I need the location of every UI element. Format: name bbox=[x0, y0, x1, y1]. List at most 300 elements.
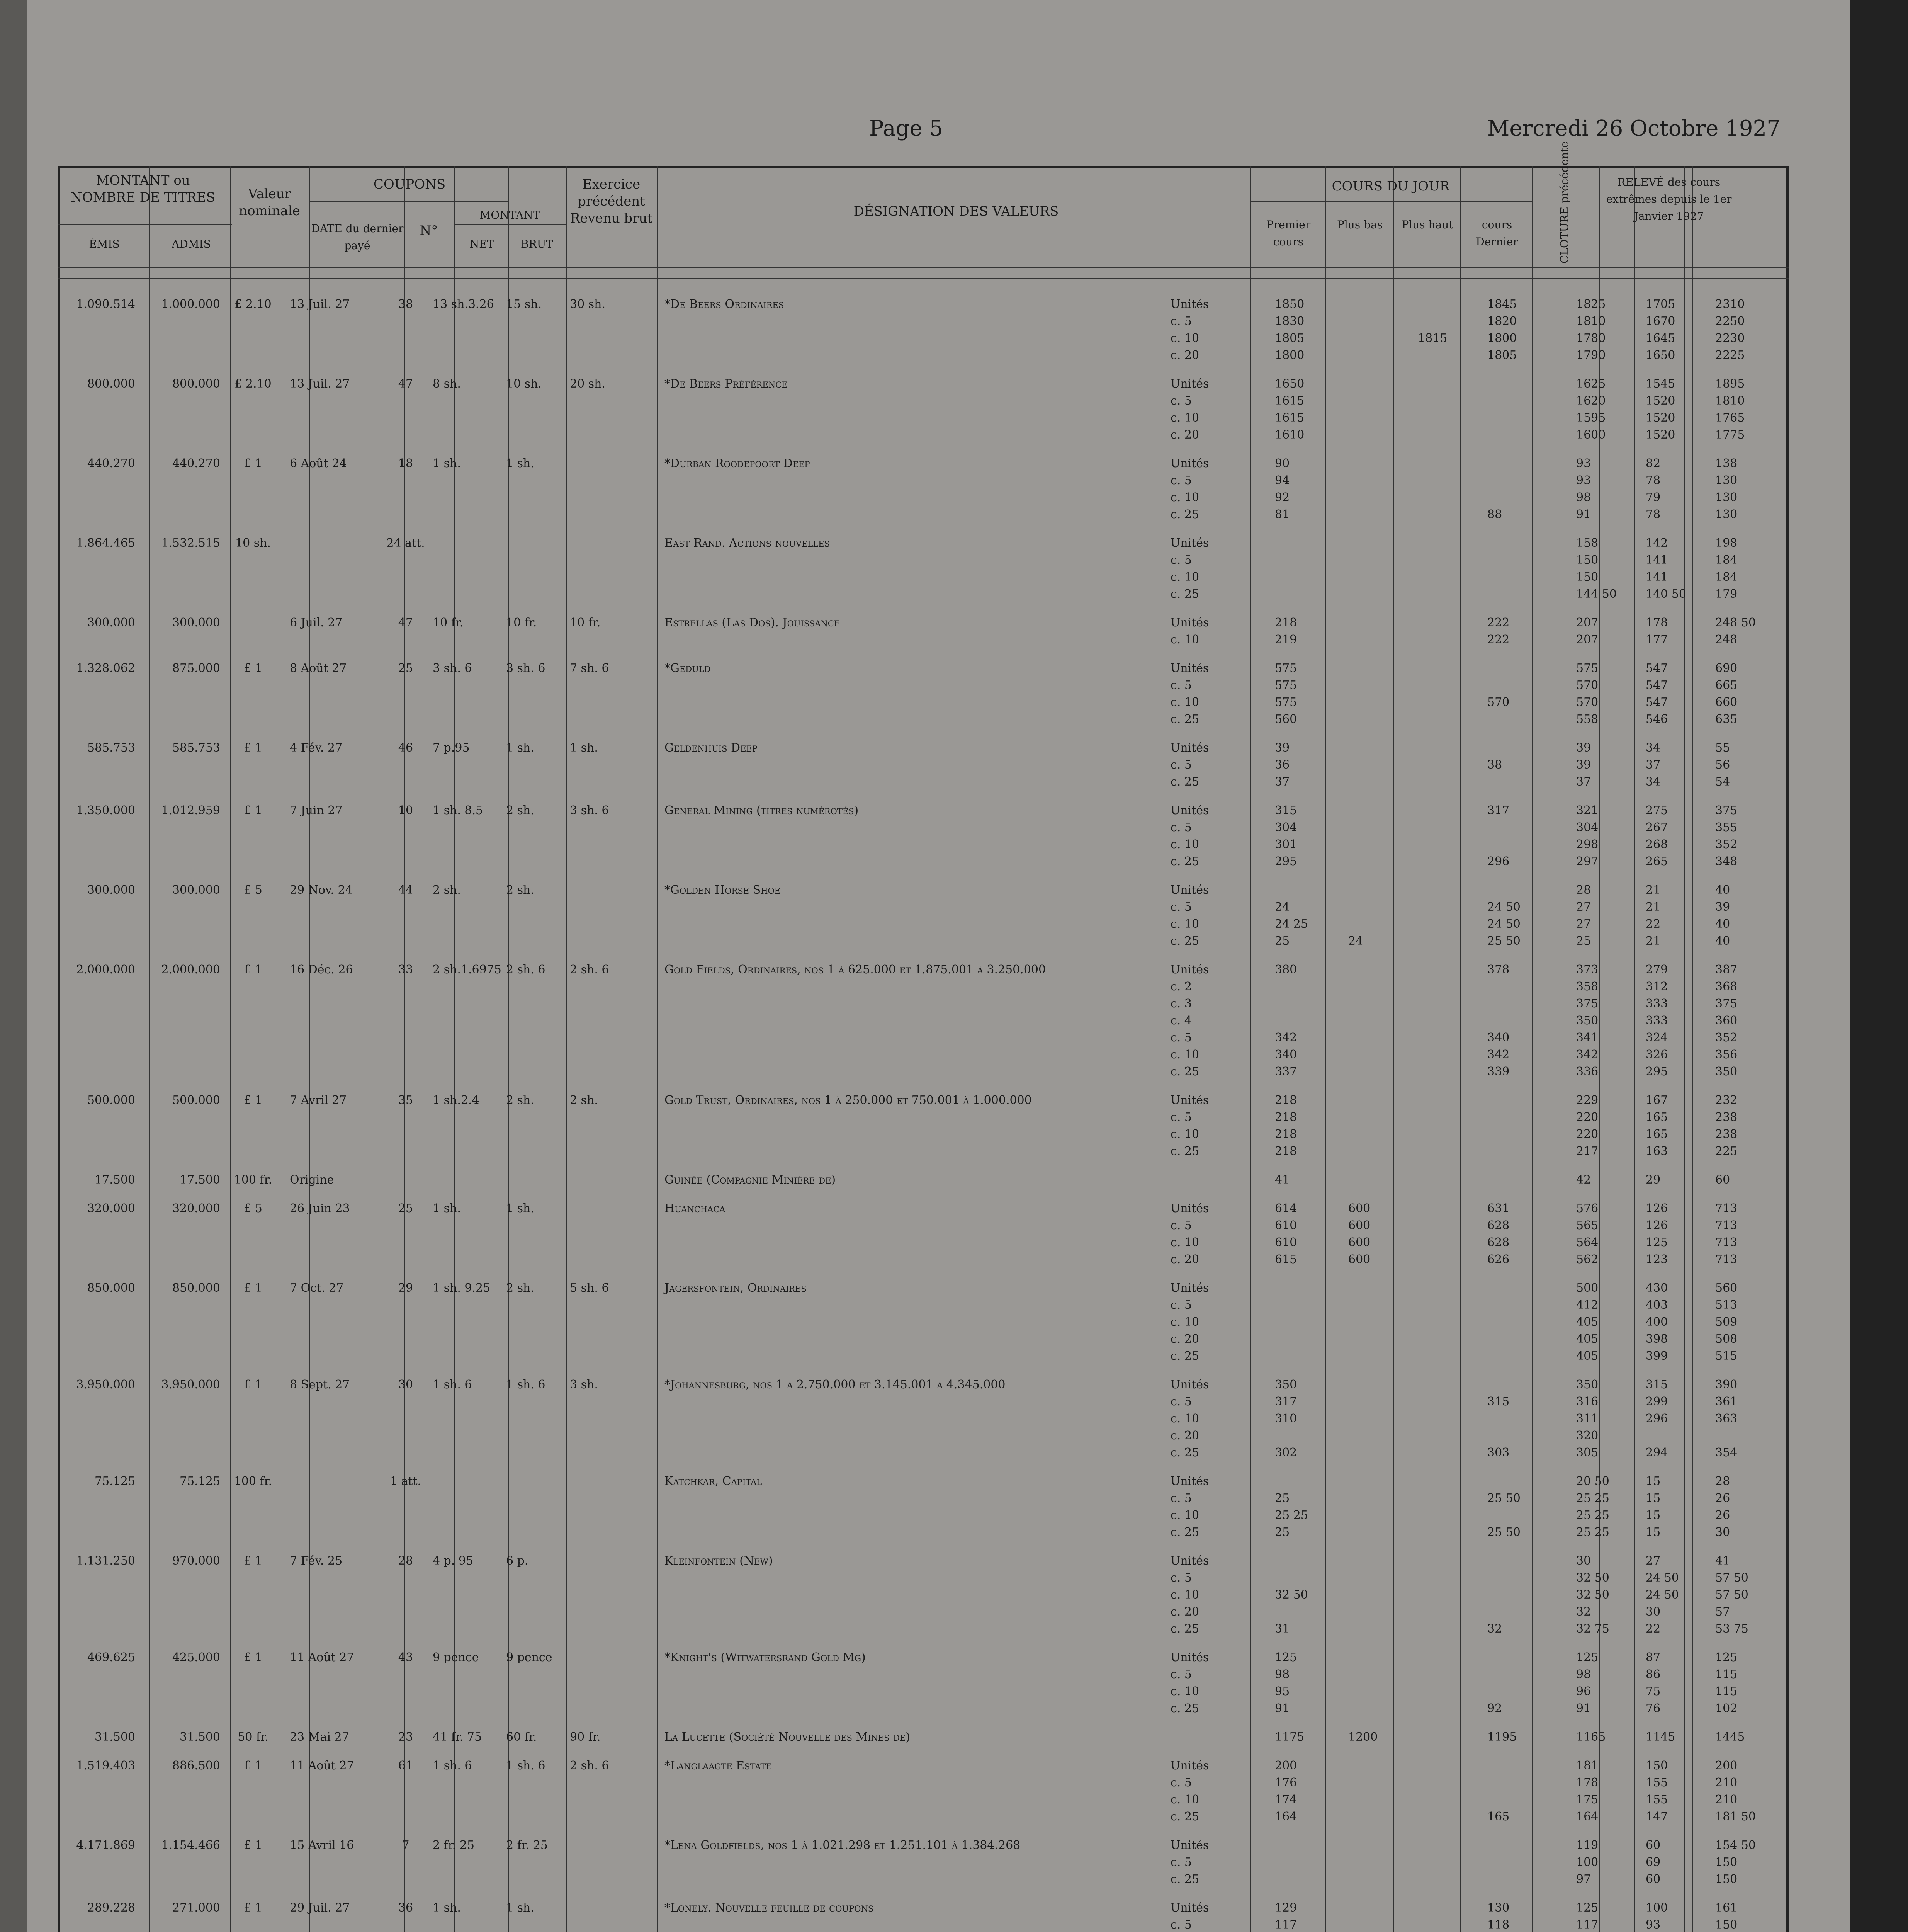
cell-coupon-brut: 2 fr. 25 bbox=[506, 1838, 548, 1852]
cell-designation: Estrellas (Las Dos). Jouissance bbox=[664, 616, 840, 629]
cell-releve-bas: 1520 bbox=[1646, 411, 1675, 425]
cell-cloture: 158 bbox=[1576, 536, 1599, 550]
cell-cloture: 1600 bbox=[1576, 428, 1606, 442]
cell-releve-haut: 184 bbox=[1715, 553, 1738, 567]
cell-coupon-brut: 1 sh. 6 bbox=[506, 1759, 545, 1772]
cell-coupon-number: 35 bbox=[398, 1094, 413, 1107]
cell-coupon-brut: 1 sh. bbox=[506, 1202, 534, 1215]
cell-cloture: 342 bbox=[1576, 1048, 1599, 1061]
cell-premier-cours: 301 bbox=[1275, 838, 1297, 851]
cell-releve-bas: 1705 bbox=[1646, 298, 1675, 311]
cell-coupon-date: 8 Août 27 bbox=[290, 662, 347, 675]
cell-dernier-cours: 25 50 bbox=[1487, 934, 1521, 948]
cell-releve-bas: 24 50 bbox=[1646, 1588, 1679, 1602]
cell-nominal: £ 1 bbox=[244, 1838, 262, 1852]
cell-dernier-cours: 317 bbox=[1487, 804, 1510, 817]
cell-coupon-net: 2 sh.1.6975 bbox=[433, 963, 501, 976]
cell-premier-cours: 200 bbox=[1275, 1759, 1297, 1772]
cell-releve-haut: 28 bbox=[1715, 1475, 1730, 1488]
table-row bbox=[58, 1509, 1789, 1526]
cell-admis: 17.500 bbox=[180, 1173, 220, 1187]
table-row bbox=[58, 1554, 1789, 1571]
table-row bbox=[58, 934, 1789, 951]
cell-releve-bas: 163 bbox=[1646, 1145, 1668, 1158]
cell-emis: 1.864.465 bbox=[76, 536, 135, 550]
cell-cloture: 178 bbox=[1576, 1776, 1599, 1789]
cell-premier-cours: 91 bbox=[1275, 1702, 1290, 1715]
cell-premier-cours: 610 bbox=[1275, 1219, 1297, 1232]
table-row bbox=[58, 1605, 1789, 1622]
cell-exercice: 3 sh. bbox=[570, 1378, 598, 1391]
cell-unit: c. 20 bbox=[1171, 1253, 1200, 1266]
table-row bbox=[58, 1838, 1789, 1855]
cell-releve-bas: 22 bbox=[1646, 1622, 1661, 1636]
cell-coupon-brut: 6 p. bbox=[506, 1554, 528, 1568]
cell-releve-haut: 515 bbox=[1715, 1349, 1738, 1363]
col-designation: DÉSIGNATION DES VALEURS bbox=[853, 204, 1059, 219]
cell-cloture: 373 bbox=[1576, 963, 1599, 976]
cell-releve-haut: 1445 bbox=[1715, 1730, 1745, 1744]
cell-coupon-net: 2 fr. 25 bbox=[433, 1838, 475, 1852]
cell-cloture: 1595 bbox=[1576, 411, 1606, 425]
table-row bbox=[58, 775, 1789, 792]
cell-unit: Unités bbox=[1171, 616, 1209, 629]
cell-unit: Unités bbox=[1171, 963, 1209, 976]
cell-cloture: 32 50 bbox=[1576, 1571, 1609, 1585]
cell-nominal: 100 fr. bbox=[234, 1475, 272, 1488]
table-row bbox=[58, 411, 1789, 428]
table-row bbox=[58, 349, 1789, 366]
cell-dernier-cours: 25 50 bbox=[1487, 1492, 1521, 1505]
cell-premier-cours: 117 bbox=[1275, 1918, 1297, 1932]
cell-dernier-cours: 1805 bbox=[1487, 349, 1517, 362]
cell-premier-cours: 302 bbox=[1275, 1446, 1297, 1459]
cell-premier-cours: 575 bbox=[1275, 679, 1297, 692]
cell-releve-haut: 248 bbox=[1715, 633, 1738, 646]
col-montant: MONTANT ou NOMBRE DE TITRES bbox=[70, 173, 216, 205]
cell-releve-haut: 53 75 bbox=[1715, 1622, 1748, 1636]
cell-unit: c. 5 bbox=[1171, 1111, 1192, 1124]
cell-releve-bas: 547 bbox=[1646, 679, 1668, 692]
cell-cloture: 32 75 bbox=[1576, 1622, 1609, 1636]
cell-releve-haut: 509 bbox=[1715, 1315, 1738, 1329]
col-montant-coupon: MONTANT bbox=[479, 209, 540, 221]
table-row bbox=[58, 616, 1789, 633]
table-row bbox=[58, 1429, 1789, 1446]
table-row bbox=[58, 696, 1789, 713]
cell-nominal: £ 2.10 bbox=[234, 377, 272, 391]
cell-coupon-net: 9 pence bbox=[433, 1651, 479, 1664]
cell-emis: 31.500 bbox=[95, 1730, 135, 1744]
table-row bbox=[58, 332, 1789, 349]
cell-coupon-number: 61 bbox=[398, 1759, 413, 1772]
table-row bbox=[58, 804, 1789, 821]
cell-exercice: 10 fr. bbox=[570, 616, 601, 629]
col-exercice: Exercice précédent Revenu brut bbox=[570, 177, 653, 226]
cell-releve-haut: 115 bbox=[1715, 1668, 1738, 1681]
cell-plus-bas: 600 bbox=[1348, 1219, 1371, 1232]
cell-nominal: £ 1 bbox=[244, 963, 262, 976]
cell-designation: Huanchaca bbox=[664, 1202, 725, 1215]
cell-premier-cours: 615 bbox=[1275, 1253, 1297, 1266]
cell-coupon-date: 6 Juil. 27 bbox=[290, 616, 343, 629]
cell-premier-cours: 1805 bbox=[1275, 332, 1305, 345]
cell-unit: c. 25 bbox=[1171, 1349, 1200, 1363]
cell-coupon-brut: 2 sh. bbox=[506, 1281, 534, 1295]
cell-nominal: £ 2.10 bbox=[234, 298, 272, 311]
cell-cloture: 175 bbox=[1576, 1793, 1599, 1806]
cell-releve-bas: 21 bbox=[1646, 934, 1661, 948]
cell-premier-cours: 176 bbox=[1275, 1776, 1297, 1789]
cell-emis: 585.753 bbox=[87, 741, 135, 755]
cell-unit: c. 5 bbox=[1171, 1855, 1192, 1869]
cell-emis: 1.328.062 bbox=[76, 662, 135, 675]
cell-unit: c. 10 bbox=[1171, 411, 1200, 425]
cell-designation: East Rand. Actions nouvelles bbox=[664, 536, 830, 550]
cell-premier-cours: 94 bbox=[1275, 474, 1290, 487]
table-row bbox=[58, 741, 1789, 758]
cell-unit: c. 10 bbox=[1171, 332, 1200, 345]
cell-designation: General Mining (titres numérotés) bbox=[664, 804, 859, 817]
cell-exercice: 1 sh. bbox=[570, 741, 598, 755]
cell-cloture: 91 bbox=[1576, 508, 1591, 521]
cell-releve-haut: 40 bbox=[1715, 934, 1730, 948]
cell-premier-cours: 164 bbox=[1275, 1810, 1297, 1823]
cell-unit: c. 25 bbox=[1171, 1446, 1200, 1459]
cell-coupon-number: 33 bbox=[398, 963, 413, 976]
cell-premier-cours: 1830 bbox=[1275, 315, 1305, 328]
cell-unit: c. 20 bbox=[1171, 1429, 1200, 1442]
cell-coupon-number: 43 bbox=[398, 1651, 413, 1664]
cell-admis: 1.532.515 bbox=[161, 536, 220, 550]
cell-premier-cours: 218 bbox=[1275, 1128, 1297, 1141]
cell-cloture: 37 bbox=[1576, 775, 1591, 789]
cell-coupon-number: 24 att. bbox=[386, 536, 425, 550]
cell-cloture: 564 bbox=[1576, 1236, 1599, 1249]
cell-emis: 3.950.000 bbox=[76, 1378, 135, 1391]
cell-designation: *Lena Goldfields, nos 1 à 1.021.298 et 1.251.101 à 1.384.268 bbox=[664, 1838, 1021, 1852]
cell-cloture: 181 bbox=[1576, 1759, 1599, 1772]
table-row bbox=[58, 1253, 1789, 1270]
cell-coupon-brut: 1 sh. bbox=[506, 741, 534, 755]
cell-coupon-net: 3 sh. 6 bbox=[433, 662, 472, 675]
cell-releve-haut: 115 bbox=[1715, 1685, 1738, 1698]
cell-releve-bas: 547 bbox=[1646, 696, 1668, 709]
cell-releve-bas: 547 bbox=[1646, 662, 1668, 675]
cell-releve-haut: 2225 bbox=[1715, 349, 1745, 362]
cell-cloture: 570 bbox=[1576, 679, 1599, 692]
cell-cloture: 575 bbox=[1576, 662, 1599, 675]
cell-admis: 886.500 bbox=[172, 1759, 220, 1772]
cell-cloture: 1625 bbox=[1576, 377, 1606, 391]
cell-unit: c. 5 bbox=[1171, 1395, 1192, 1408]
cell-cloture: 125 bbox=[1576, 1901, 1599, 1915]
table-row bbox=[58, 1730, 1789, 1747]
cell-emis: 4.171.869 bbox=[76, 1838, 135, 1852]
cell-designation: *Lonely. Nouvelle feuille de coupons bbox=[664, 1901, 874, 1915]
cell-releve-bas: 141 bbox=[1646, 570, 1668, 584]
cell-coupon-net: 41 fr. 75 bbox=[433, 1730, 482, 1744]
cell-cloture: 562 bbox=[1576, 1253, 1599, 1266]
cell-coupon-number: 44 bbox=[398, 883, 413, 897]
cell-unit: Unités bbox=[1171, 1378, 1209, 1391]
cell-emis: 500.000 bbox=[87, 1094, 135, 1107]
cell-coupon-number: 25 bbox=[398, 662, 413, 675]
cell-dernier-cours: 1820 bbox=[1487, 315, 1517, 328]
cell-releve-haut: 2230 bbox=[1715, 332, 1745, 345]
cell-cloture: 298 bbox=[1576, 838, 1599, 851]
cell-dernier-cours: 378 bbox=[1487, 963, 1510, 976]
cell-emis: 440.270 bbox=[87, 457, 135, 470]
cell-admis: 1.000.000 bbox=[161, 298, 220, 311]
cell-releve-bas: 1670 bbox=[1646, 315, 1675, 328]
cell-premier-cours: 304 bbox=[1275, 821, 1297, 834]
cell-designation: Geldenhuis Deep bbox=[664, 741, 758, 755]
cell-coupon-number: 10 bbox=[398, 804, 413, 817]
cell-releve-bas: 79 bbox=[1646, 491, 1661, 504]
cell-emis: 2.000.000 bbox=[76, 963, 135, 976]
cell-releve-bas: 15 bbox=[1646, 1526, 1661, 1539]
cell-dernier-cours: 628 bbox=[1487, 1219, 1510, 1232]
cell-unit: c. 5 bbox=[1171, 553, 1192, 567]
cell-dernier-cours: 222 bbox=[1487, 616, 1510, 629]
cell-releve-haut: 713 bbox=[1715, 1219, 1738, 1232]
cell-releve-haut: 130 bbox=[1715, 491, 1738, 504]
cell-coupon-date: 7 Avril 27 bbox=[290, 1094, 347, 1107]
cell-releve-bas: 126 bbox=[1646, 1219, 1668, 1232]
table-row bbox=[58, 474, 1789, 491]
cell-unit: c. 5 bbox=[1171, 474, 1192, 487]
cell-coupon-number: 25 bbox=[398, 1202, 413, 1215]
cell-releve-haut: 57 50 bbox=[1715, 1571, 1748, 1585]
cell-cloture: 570 bbox=[1576, 696, 1599, 709]
cell-releve-bas: 1145 bbox=[1646, 1730, 1675, 1744]
col-premier: Premier cours bbox=[1266, 218, 1311, 248]
cell-unit: Unités bbox=[1171, 298, 1209, 311]
cell-premier-cours: 1615 bbox=[1275, 394, 1305, 408]
col-cours: COURS DU JOUR bbox=[1332, 179, 1450, 194]
table-row bbox=[58, 1031, 1789, 1048]
cell-coupon-net: 1 sh. bbox=[433, 1901, 461, 1915]
cell-dernier-cours: 342 bbox=[1487, 1048, 1510, 1061]
table-row bbox=[58, 1128, 1789, 1145]
cell-releve-bas: 1545 bbox=[1646, 377, 1675, 391]
cell-dernier-cours: 222 bbox=[1487, 633, 1510, 646]
cell-nominal: £ 1 bbox=[244, 1554, 262, 1568]
cell-nominal: £ 1 bbox=[244, 1094, 262, 1107]
table-row bbox=[58, 394, 1789, 411]
cell-dernier-cours: 296 bbox=[1487, 855, 1510, 868]
cell-unit: c. 10 bbox=[1171, 1236, 1200, 1249]
cell-releve-haut: 368 bbox=[1715, 980, 1738, 993]
cell-nominal: £ 1 bbox=[244, 1651, 262, 1664]
cell-premier-cours: 575 bbox=[1275, 662, 1297, 675]
cell-releve-haut: 2250 bbox=[1715, 315, 1745, 328]
table-row bbox=[58, 587, 1789, 604]
table-row bbox=[58, 883, 1789, 900]
cell-admis: 875.000 bbox=[172, 662, 220, 675]
cell-cloture: 558 bbox=[1576, 713, 1599, 726]
cell-unit: c. 10 bbox=[1171, 1048, 1200, 1061]
cell-releve-bas: 312 bbox=[1646, 980, 1668, 993]
cell-premier-cours: 342 bbox=[1275, 1031, 1297, 1044]
cell-releve-haut: 375 bbox=[1715, 997, 1738, 1010]
cell-unit: c. 3 bbox=[1171, 997, 1192, 1010]
table-row bbox=[58, 997, 1789, 1014]
cell-coupon-net: 1 sh. 9.25 bbox=[433, 1281, 491, 1295]
cell-dernier-cours: 1800 bbox=[1487, 332, 1517, 345]
cell-coupon-date: 29 Juil. 27 bbox=[290, 1901, 350, 1915]
cell-coupon-number: 46 bbox=[398, 741, 413, 755]
cell-premier-cours: 218 bbox=[1275, 1111, 1297, 1124]
cell-releve-haut: 635 bbox=[1715, 713, 1738, 726]
header-rule bbox=[58, 224, 232, 225]
cell-unit: c. 10 bbox=[1171, 1793, 1200, 1806]
table-row bbox=[58, 679, 1789, 696]
cell-admis: 75.125 bbox=[180, 1475, 220, 1488]
cell-premier-cours: 1615 bbox=[1275, 411, 1305, 425]
cell-cloture: 25 bbox=[1576, 934, 1591, 948]
cell-releve-haut: 713 bbox=[1715, 1202, 1738, 1215]
cell-coupon-net: 2 sh. bbox=[433, 883, 461, 897]
cell-nominal: 100 fr. bbox=[234, 1173, 272, 1187]
cell-premier-cours: 1610 bbox=[1275, 428, 1305, 442]
cell-dernier-cours: 1195 bbox=[1487, 1730, 1517, 1744]
cell-cloture: 27 bbox=[1576, 917, 1591, 931]
cell-releve-bas: 326 bbox=[1646, 1048, 1668, 1061]
cell-emis: 850.000 bbox=[87, 1281, 135, 1295]
cell-cloture: 217 bbox=[1576, 1145, 1599, 1158]
cell-premier-cours: 310 bbox=[1275, 1412, 1297, 1425]
cell-releve-bas: 165 bbox=[1646, 1128, 1668, 1141]
cell-releve-haut: 150 bbox=[1715, 1918, 1738, 1932]
cell-cloture: 304 bbox=[1576, 821, 1599, 834]
cell-releve-haut: 1895 bbox=[1715, 377, 1745, 391]
cell-releve-bas: 34 bbox=[1646, 775, 1661, 789]
cell-premier-cours: 32 50 bbox=[1275, 1588, 1308, 1602]
cell-cloture: 1790 bbox=[1576, 349, 1606, 362]
table-row bbox=[58, 1236, 1789, 1253]
cell-coupon-number: 7 bbox=[402, 1838, 409, 1852]
cell-coupon-net: 10 fr. bbox=[433, 616, 464, 629]
table-row bbox=[58, 1332, 1789, 1349]
cell-releve-bas: 150 bbox=[1646, 1759, 1668, 1772]
table-row bbox=[58, 1810, 1789, 1827]
cell-designation: *Geduld bbox=[664, 662, 711, 675]
cell-cloture: 25 25 bbox=[1576, 1492, 1609, 1505]
table-row bbox=[58, 1901, 1789, 1918]
cell-releve-bas: 78 bbox=[1646, 508, 1661, 521]
cell-dernier-cours: 626 bbox=[1487, 1253, 1510, 1266]
cell-unit: c. 25 bbox=[1171, 1872, 1200, 1886]
cell-releve-haut: 713 bbox=[1715, 1253, 1738, 1266]
cell-premier-cours: 340 bbox=[1275, 1048, 1297, 1061]
cell-emis: 1.350.000 bbox=[76, 804, 135, 817]
cell-exercice: 2 sh. 6 bbox=[570, 963, 609, 976]
table-row bbox=[58, 1378, 1789, 1395]
cell-premier-cours: 31 bbox=[1275, 1622, 1290, 1636]
cell-unit: c. 10 bbox=[1171, 1412, 1200, 1425]
cell-emis: 1.519.403 bbox=[76, 1759, 135, 1772]
table-row bbox=[58, 1776, 1789, 1793]
cell-releve-bas: 86 bbox=[1646, 1668, 1661, 1681]
table-row bbox=[58, 315, 1789, 332]
table-row bbox=[58, 900, 1789, 917]
cell-unit: Unités bbox=[1171, 804, 1209, 817]
cell-cloture: 297 bbox=[1576, 855, 1599, 868]
cell-coupon-net: 7 p.95 bbox=[433, 741, 470, 755]
table-row bbox=[58, 1668, 1789, 1685]
cell-coupon-number: 23 bbox=[398, 1730, 413, 1744]
cell-releve-bas: 140 50 bbox=[1646, 587, 1686, 601]
cell-unit: Unités bbox=[1171, 457, 1209, 470]
cell-cloture: 207 bbox=[1576, 633, 1599, 646]
cell-coupon-date: 6 Août 24 bbox=[290, 457, 347, 470]
cell-coupon-date: 13 Juil. 27 bbox=[290, 377, 350, 391]
cell-cloture: 164 bbox=[1576, 1810, 1599, 1823]
cell-coupon-date: Origine bbox=[290, 1173, 334, 1187]
cell-releve-bas: 30 bbox=[1646, 1605, 1661, 1619]
cell-coupon-brut: 2 sh. bbox=[506, 804, 534, 817]
table-row bbox=[58, 1298, 1789, 1315]
cell-cloture: 316 bbox=[1576, 1395, 1599, 1408]
cell-coupon-brut: 2 sh. bbox=[506, 1094, 534, 1107]
cell-releve-bas: 155 bbox=[1646, 1793, 1668, 1806]
cell-releve-haut: 179 bbox=[1715, 587, 1738, 601]
cell-releve-haut: 40 bbox=[1715, 883, 1730, 897]
cell-releve-haut: 150 bbox=[1715, 1872, 1738, 1886]
cell-admis: 3.950.000 bbox=[161, 1378, 220, 1391]
cell-cloture: 150 bbox=[1576, 553, 1599, 567]
cell-unit: c. 10 bbox=[1171, 633, 1200, 646]
cell-premier-cours: 129 bbox=[1275, 1901, 1297, 1915]
cell-cloture: 30 bbox=[1576, 1554, 1591, 1568]
cell-unit: c. 25 bbox=[1171, 1622, 1200, 1636]
cell-releve-haut: 348 bbox=[1715, 855, 1738, 868]
cell-cloture: 97 bbox=[1576, 1872, 1591, 1886]
cell-premier-cours: 25 bbox=[1275, 1492, 1290, 1505]
cell-unit: c. 25 bbox=[1171, 587, 1200, 601]
cell-premier-cours: 337 bbox=[1275, 1065, 1297, 1078]
cell-coupon-date: 29 Nov. 24 bbox=[290, 883, 353, 897]
cell-unit: Unités bbox=[1171, 883, 1209, 897]
table-row bbox=[58, 1793, 1789, 1810]
cell-admis: 2.000.000 bbox=[161, 963, 220, 976]
cell-releve-haut: 57 50 bbox=[1715, 1588, 1748, 1602]
cell-releve-haut: 26 bbox=[1715, 1509, 1730, 1522]
cell-designation: *Langlaagte Estate bbox=[664, 1759, 772, 1772]
cell-releve-bas: 165 bbox=[1646, 1111, 1668, 1124]
cell-dernier-cours: 24 50 bbox=[1487, 900, 1521, 914]
cell-releve-bas: 78 bbox=[1646, 474, 1661, 487]
table-row bbox=[58, 662, 1789, 679]
cell-releve-bas: 1650 bbox=[1646, 349, 1675, 362]
cell-unit: c. 10 bbox=[1171, 917, 1200, 931]
cell-releve-bas: 403 bbox=[1646, 1298, 1668, 1312]
col-plus-haut: Plus haut bbox=[1402, 218, 1453, 231]
cell-unit: c. 25 bbox=[1171, 1065, 1200, 1078]
cell-releve-bas: 100 bbox=[1646, 1901, 1668, 1915]
cell-admis: 31.500 bbox=[180, 1730, 220, 1744]
cell-nominal: 50 fr. bbox=[238, 1730, 268, 1744]
cell-cloture: 1620 bbox=[1576, 394, 1606, 408]
cell-releve-bas: 15 bbox=[1646, 1475, 1661, 1488]
cell-coupon-net: 1 sh.2.4 bbox=[433, 1094, 479, 1107]
cell-releve-bas: 275 bbox=[1646, 804, 1668, 817]
cell-premier-cours: 315 bbox=[1275, 804, 1297, 817]
cell-admis: 425.000 bbox=[172, 1651, 220, 1664]
cell-coupon-brut: 2 sh. bbox=[506, 883, 534, 897]
